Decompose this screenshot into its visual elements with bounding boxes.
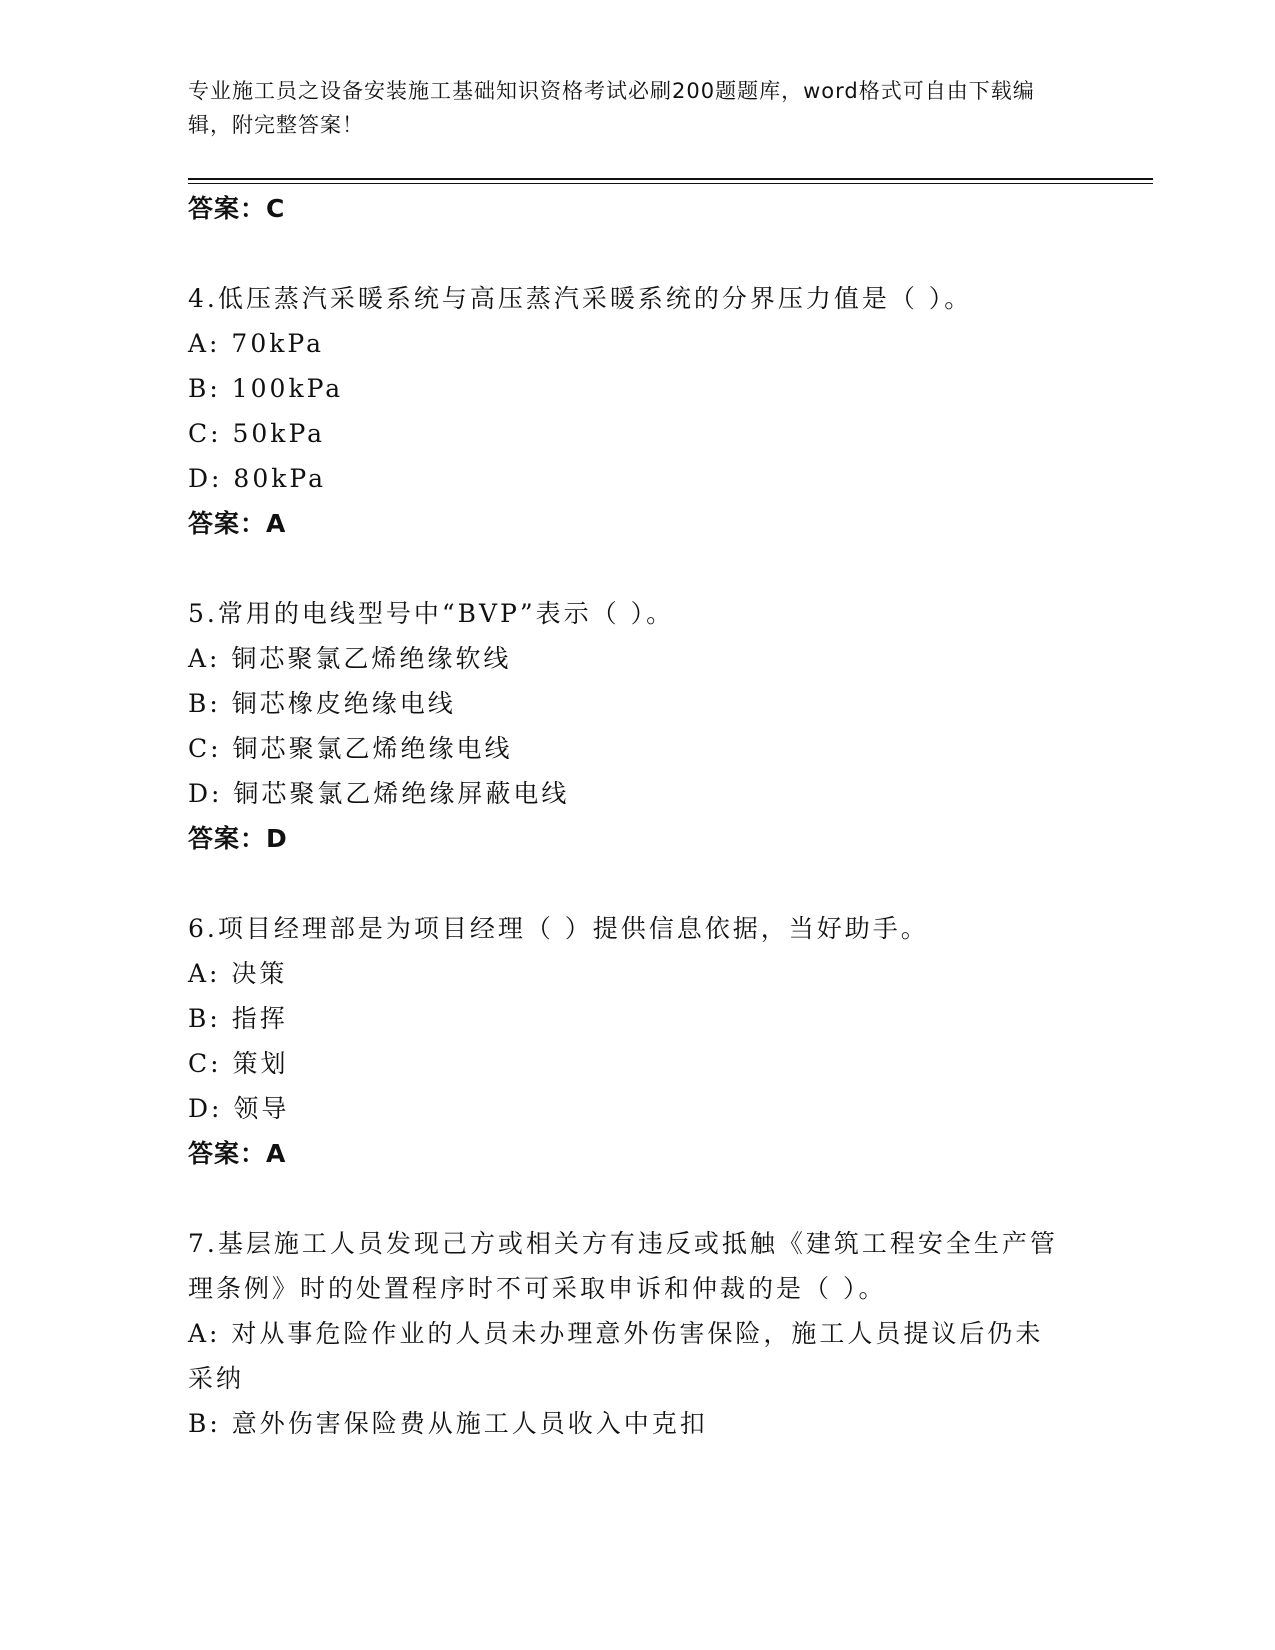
option-d: D: 铜芯聚氯乙烯绝缘屏蔽电线 xyxy=(188,779,570,808)
option-d: D: 80kPa xyxy=(188,464,326,493)
spacer xyxy=(188,546,1088,591)
option-a: A: 70kPa xyxy=(188,329,324,358)
option-b: B: 意外伤害保险费从施工人员收入中克扣 xyxy=(188,1409,708,1438)
question-block xyxy=(188,906,1088,1176)
option-a: A: 对从事危险作业的人员未办理意外伤害保险，施工人员提议后仍未采纳 xyxy=(188,1319,1044,1393)
option-b: B: 指挥 xyxy=(188,1004,288,1033)
option-b: B: 铜芯橡皮绝缘电线 xyxy=(188,689,456,718)
question-list xyxy=(188,186,1088,1446)
answer-line: 答案：D xyxy=(188,824,288,853)
header-divider-thin xyxy=(188,183,1153,184)
option-a: A: 决策 xyxy=(188,959,288,988)
spacer xyxy=(188,861,1088,906)
header-divider-thick xyxy=(188,178,1153,180)
question-stem: 6.项目经理部是为项目经理（ ）提供信息依据，当好助手。 xyxy=(188,914,929,943)
question-block xyxy=(188,591,1088,861)
spacer xyxy=(188,231,1088,276)
option-a: A: 铜芯聚氯乙烯绝缘软线 xyxy=(188,644,512,673)
option-c: C: 铜芯聚氯乙烯绝缘电线 xyxy=(188,734,513,763)
answer-line: 答案：A xyxy=(188,509,287,538)
option-c: C: 策划 xyxy=(188,1049,289,1078)
answer-line: 答案：A xyxy=(188,1139,287,1168)
question-block xyxy=(188,1221,1088,1446)
option-d: D: 领导 xyxy=(188,1094,290,1123)
question-stem: 5.常用的电线型号中“BVP”表示（ ）。 xyxy=(188,599,675,628)
question-block xyxy=(188,276,1088,546)
option-b: B: 100kPa xyxy=(188,374,344,403)
spacer xyxy=(188,1176,1088,1221)
document-header: 专业施工员之设备安装施工基础知识资格考试必刷200题题库，word格式可自由下载编辑，附完整答案！ xyxy=(188,79,1035,137)
question-stem: 7.基层施工人员发现己方或相关方有违反或抵触《建筑工程安全生产管理条例》时的处置程序时不可采取申诉和仲裁的是（ ）。 xyxy=(188,1229,1058,1303)
question-stem: 4.低压蒸汽采暖系统与高压蒸汽采暖系统的分界压力值是（ ）。 xyxy=(188,284,973,313)
answer-line: 答案：C xyxy=(188,194,286,223)
option-c: C: 50kPa xyxy=(188,419,326,448)
